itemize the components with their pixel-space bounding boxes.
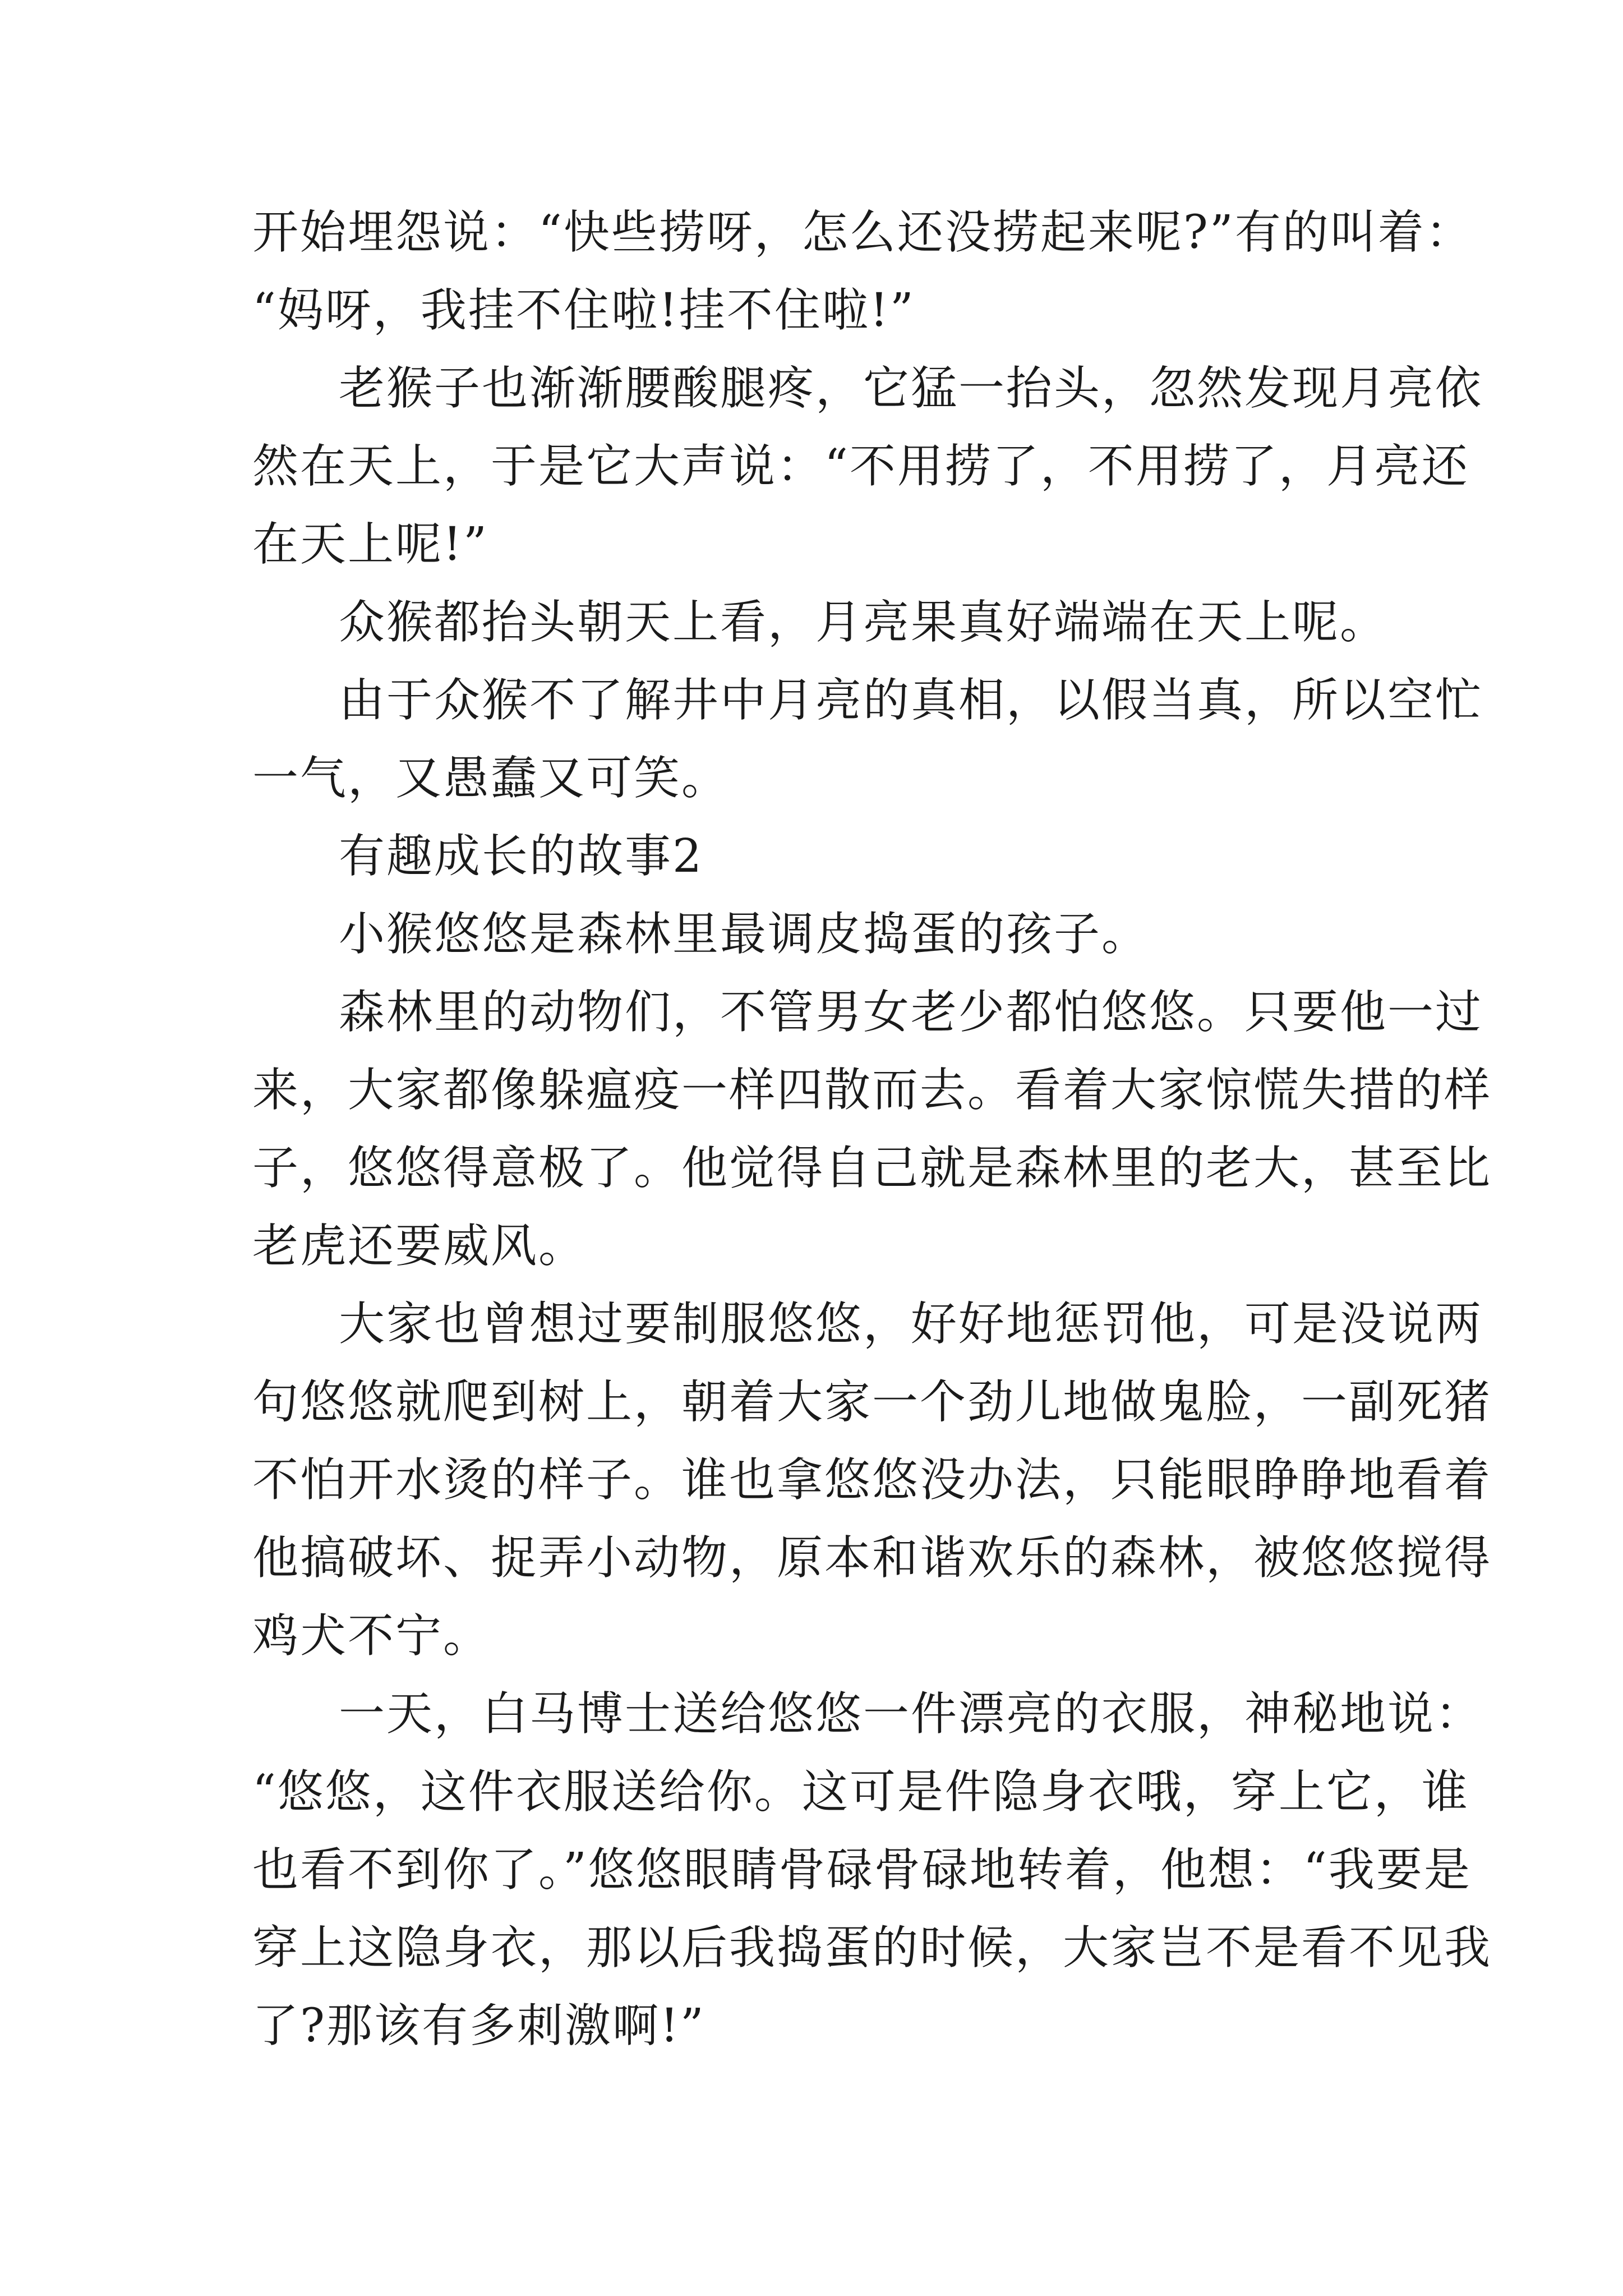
- text-line: 子，悠悠得意极了。他觉得自己就是森林里的老大，甚至比: [252, 1142, 1492, 1195]
- text-line: 一天，白马博士送给悠悠一件漂亮的衣服，神秘地说：: [339, 1687, 1483, 1741]
- text-line: 众猴都抬头朝天上看，月亮果真好端端在天上呢。: [339, 596, 1388, 649]
- text-line: 鸡犬不宁。: [252, 1609, 491, 1663]
- text-line: 一气，又愚蠢又可笑。: [252, 752, 730, 805]
- text-line: 小猴悠悠是森林里最调皮捣蛋的孩子。: [339, 908, 1150, 961]
- text-line: 句悠悠就爬到树上，朝着大家一个劲儿地做鬼脸，一副死猪: [252, 1375, 1492, 1429]
- text-line: 然在天上，于是它大声说：“不用捞了，不用捞了，月亮还: [252, 440, 1469, 493]
- text-line: “妈呀，我挂不住啦!挂不住啦!”: [252, 284, 915, 337]
- text-line: 老猴子也渐渐腰酸腿疼，它猛一抬头，忽然发现月亮依: [339, 362, 1483, 415]
- section-heading: 有趣成长的故事2: [339, 830, 704, 883]
- text-line: 由于众猴不了解井中月亮的真相，以假当真，所以空忙: [339, 674, 1483, 727]
- text-line: 来，大家都像躲瘟疫一样四散而去。看着大家惊慌失措的样: [252, 1064, 1492, 1117]
- text-line: 他搞破坏、捉弄小动物，原本和谐欢乐的森林，被悠悠搅得: [252, 1531, 1492, 1585]
- text-line: “悠悠，这件衣服送给你。这可是件隐身衣哦，穿上它，谁: [252, 1765, 1469, 1819]
- text-line: 不怕开水烫的样子。谁也拿悠悠没办法，只能眼睁睁地看着: [252, 1453, 1492, 1507]
- text-line: 森林里的动物们，不管男女老少都怕悠悠。只要他一过: [339, 986, 1483, 1039]
- text-line: 老虎还要威风。: [252, 1220, 587, 1273]
- text-line: 了?那该有多刺激啊!”: [252, 1999, 706, 2053]
- text-line: 大家也曾想过要制服悠悠，好好地惩罚他，可是没说两: [339, 1297, 1483, 1351]
- text-line: 在天上呢!”: [252, 518, 488, 571]
- text-line: 开始埋怨说：“快些捞呀，怎么还没捞起来呢?”有的叫着：: [252, 206, 1473, 259]
- text-line: 穿上这隐身衣，那以后我捣蛋的时候，大家岂不是看不见我: [252, 1921, 1492, 1975]
- text-line: 也看不到你了。”悠悠眼睛骨碌骨碌地转着，他想：“我要是: [252, 1843, 1472, 1897]
